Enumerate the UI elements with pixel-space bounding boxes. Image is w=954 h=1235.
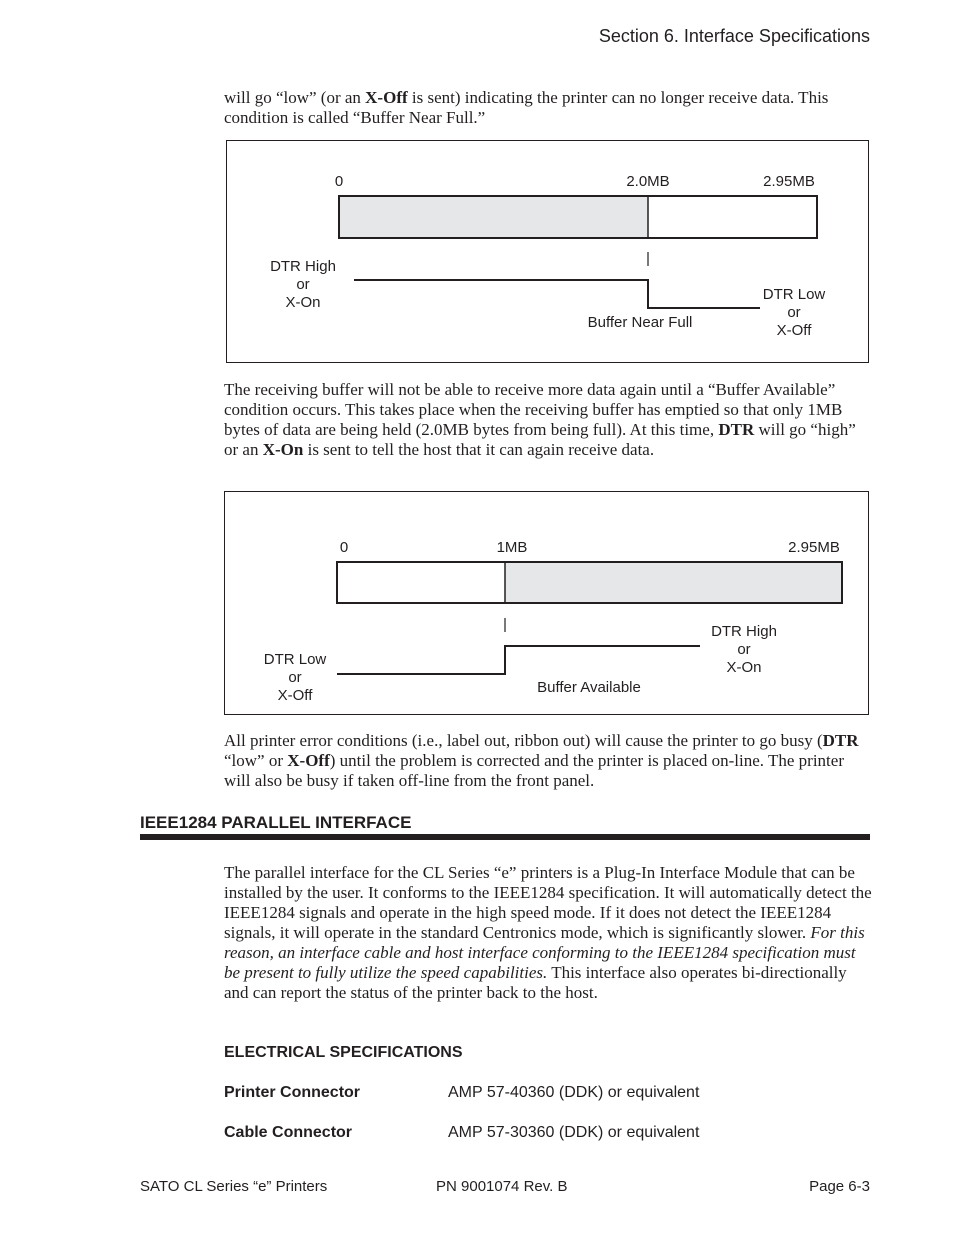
buffer-start-label: 0: [334, 173, 344, 190]
cable-connector-value: AMP 57-30360 (DDK) or equivalent: [448, 1124, 700, 1141]
signal-line: [354, 280, 760, 308]
buffer-filled-region: [505, 562, 842, 603]
buffer-empty-region: [337, 562, 505, 603]
transition-label: Buffer Available: [537, 679, 641, 696]
right-signal-line2: or: [787, 304, 801, 321]
buffer-available-diagram: [224, 491, 869, 715]
right-signal-line3: X-Off: [776, 322, 812, 339]
footer-page-number: Page 6-3: [809, 1178, 870, 1195]
buffer-end-label: 2.95MB: [763, 173, 815, 190]
left-signal-line2: or: [288, 669, 302, 686]
electrical-specifications-heading: ELECTRICAL SPECIFICATIONS: [224, 1044, 463, 1061]
page-header-section: Section 6. Interface Specifications: [598, 26, 870, 46]
signal-line: [337, 646, 700, 674]
buffer-near-full-diagram: [226, 140, 869, 363]
intro-paragraph: will go “low” (or an X-Off is sent) indicating the printer can no longer receive data. This condition is called “Buffer Near Full.”: [224, 88, 829, 127]
cable-connector-label: Cable Connector: [224, 1124, 353, 1141]
buffer-mid-label: 1MB: [496, 539, 528, 556]
left-signal-line1: DTR Low: [263, 651, 327, 668]
left-signal-line1: DTR High: [270, 258, 336, 275]
buffer-filled-region: [339, 196, 648, 238]
footer-product: SATO CL Series “e” Printers: [140, 1178, 328, 1195]
buffer-mid-label: 2.0MB: [626, 173, 670, 190]
section-title: IEEE1284 PARALLEL INTERFACE: [140, 813, 412, 832]
buffer-available-paragraph: The receiving buffer will not be able to receive more data again until a “Buffer Available” condition occurs. This takes place when the receiving buffer has emptied so that only 1MB bytes of data are being held (2.0MB bytes from being full). At this time, DTR will go “high” or an X-On is sent to tell the host that it can again receive data.: [224, 380, 856, 459]
section-rule: [140, 834, 870, 840]
printer-connector-label: Printer Connector: [224, 1084, 361, 1101]
buffer-end-label: 2.95MB: [788, 539, 840, 556]
right-signal-line2: or: [737, 641, 751, 658]
right-signal-line3: X-On: [726, 659, 762, 676]
buffer-start-label: 0: [339, 539, 349, 556]
parallel-interface-paragraph: The parallel interface for the CL Series “e” printers is a Plug-In Interface Module that can be installed by the user. It conforms to the IEEE1284 specification. It will automatically detect the IEEE1284 signals and operate in the high speed mode. If it does not detect the IEEE1284 signals, it will operate in the standard Centronics mode, which is significantly slower. For this reason, an interface cable and host interface conforming to the IEEE1284 specification must be present to fully utilize the speed capabilities. This interface also operates bi-directionally and can report the status of the printer back to the host.: [224, 863, 872, 1002]
left-signal-line2: or: [296, 276, 310, 293]
right-signal-line1: DTR Low: [762, 286, 826, 303]
left-signal-line3: X-Off: [277, 687, 313, 704]
right-signal-line1: DTR High: [711, 623, 777, 640]
transition-label: Buffer Near Full: [587, 314, 693, 331]
printer-connector-value: AMP 57-40360 (DDK) or equivalent: [448, 1084, 700, 1101]
error-conditions-paragraph: All printer error conditions (i.e., label out, ribbon out) will cause the printer to go busy (DTR “low” or X-Off) until the problem is corrected and the printer is placed on-line. The printer will also be busy if taken off-line from the front panel.: [224, 731, 859, 790]
footer-part-number: PN 9001074 Rev. B: [436, 1178, 568, 1195]
buffer-empty-region: [648, 196, 817, 238]
left-signal-line3: X-On: [285, 294, 321, 311]
